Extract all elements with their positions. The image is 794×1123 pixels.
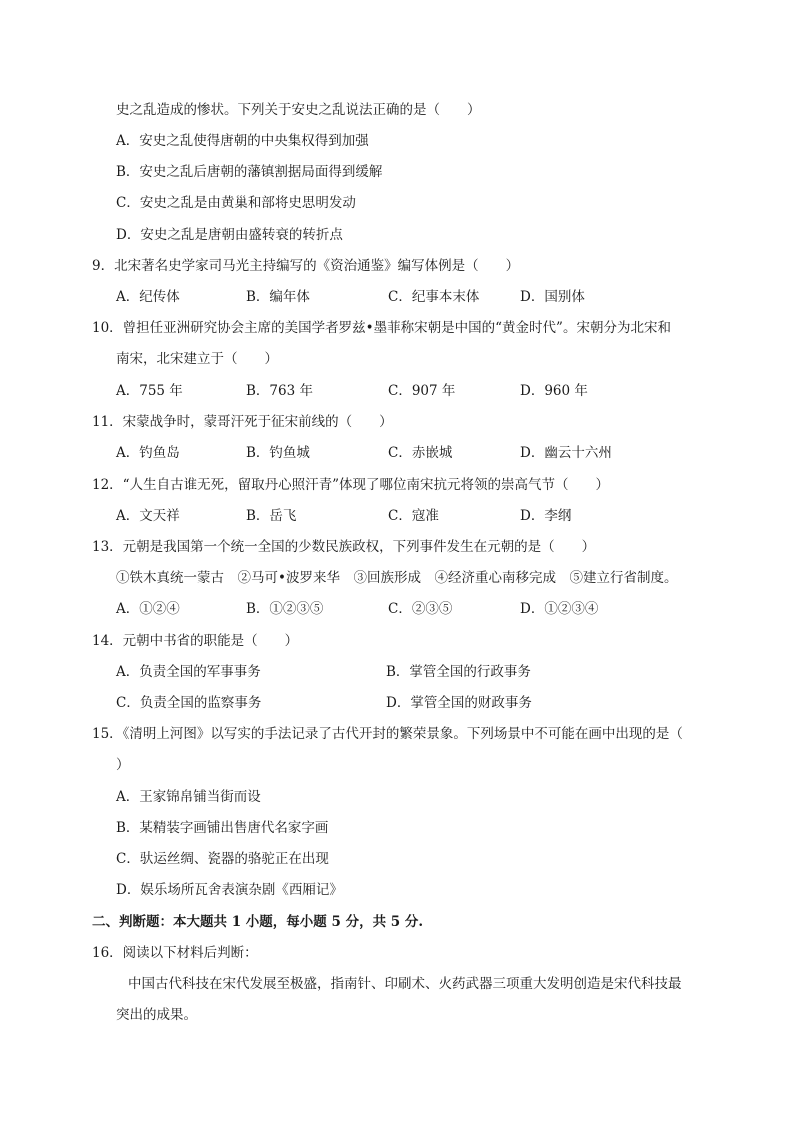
q13-events: ①铁木真统一蒙古 ②马可•波罗来华 ③回族形成 ④经济重心南移完成 ⑤建立行省制度。 xyxy=(116,570,678,586)
q12-option-d: D．李纲 xyxy=(520,508,572,524)
q14-stem: 14．元朝中书省的职能是（ ） xyxy=(92,633,299,649)
q14-options-row1 xyxy=(116,662,716,682)
q14-options-row2 xyxy=(116,693,716,713)
q9-stem: 9．北宋著名史学家司马光主持编写的《资治通鉴》编写体例是（ ） xyxy=(92,258,520,274)
q16-material-line2: 突出的成果。 xyxy=(116,1007,197,1023)
q11-option-d: D．幽云十六州 xyxy=(520,445,612,461)
q9-option-a: A．纪传体 xyxy=(116,289,180,305)
q15-option-d: D．娱乐场所瓦舍表演杂剧《西厢记》 xyxy=(116,882,343,898)
q8-option-d: D．安史之乱是唐朝由盛转衰的转折点 xyxy=(116,227,343,243)
q13-option-b: B．①②③⑤ xyxy=(246,601,324,617)
q10-option-c: C．907 年 xyxy=(388,383,456,399)
q10-stem-cont: 南宋，北宋建立于（ ） xyxy=(116,351,278,367)
q11-stem: 11．宋蒙战争时，蒙哥汗死于征宋前线的（ ） xyxy=(92,414,393,430)
q13-option-d: D．①②③④ xyxy=(520,601,599,617)
q16-material-line1: 中国古代科技在宋代发展至极盛，指南针、印刷术、火药武器三项重大发明创造是宋代科技最 xyxy=(128,976,682,992)
q14-option-b: B．掌管全国的行政事务 xyxy=(386,664,531,680)
q12-option-c: C．寇准 xyxy=(388,508,439,524)
q15-stem: 15．《清明上河图》以写实的手法记录了古代开封的繁荣景象。下列场景中不可能在画中出现的是（ xyxy=(92,726,683,742)
q13-options xyxy=(116,599,716,619)
q8-option-a: A．安史之乱使得唐朝的中央集权得到加强 xyxy=(116,133,369,149)
q8-stem: 史之乱造成的惨状。下列关于安史之乱说法正确的是（ ） xyxy=(116,102,481,118)
q14-option-a: A．负责全国的军事事务 xyxy=(116,664,261,680)
q8-option-b: B．安史之乱后唐朝的藩镇割据局面得到缓解 xyxy=(116,164,383,180)
q10-option-b: B．763 年 xyxy=(246,383,313,399)
q11-option-c: C．赤嵌城 xyxy=(388,445,453,461)
q11-option-b: B．钓鱼城 xyxy=(246,445,310,461)
q9-options xyxy=(116,287,716,307)
q9-option-b: B．编年体 xyxy=(246,289,310,305)
q15-stem-cont: ） xyxy=(116,757,130,773)
q16-stem: 16．阅读以下材料后判断： xyxy=(92,945,258,961)
q15-option-b: B．某精装字画铺出售唐代名家字画 xyxy=(116,820,329,836)
q13-option-a: A．①②④ xyxy=(116,601,180,617)
q8-option-c: C．安史之乱是由黄巢和部将史思明发动 xyxy=(116,195,356,211)
q12-options xyxy=(116,506,716,526)
q10-stem: 10．曾担任亚洲研究协会主席的美国学者罗兹•墨菲称宋朝是中国的“黄金时代”。宋朝分为北宋和 xyxy=(92,320,671,336)
q11-options xyxy=(116,443,716,463)
q9-option-d: D．国别体 xyxy=(520,289,585,305)
q9-option-c: C．纪事本末体 xyxy=(388,289,480,305)
q14-option-d: D．掌管全国的财政事务 xyxy=(386,695,532,711)
q14-option-c: C．负责全国的监察事务 xyxy=(116,695,262,711)
q12-option-b: B．岳飞 xyxy=(246,508,297,524)
q15-option-a: A．王家锦帛铺当街而设 xyxy=(116,789,261,805)
q10-option-d: D．960 年 xyxy=(520,383,588,399)
q15-option-c: C．驮运丝绸、瓷器的骆驼正在出现 xyxy=(116,851,329,867)
q10-options xyxy=(116,381,716,401)
section2-title: 二、判断题：本大题共 1 小题，每小题 5 分，共 5 分. xyxy=(92,914,424,930)
q13-option-c: C．②③⑤ xyxy=(388,601,453,617)
q13-stem: 13．元朝是我国第一个统一全国的少数民族政权，下列事件发生在元朝的是（ ） xyxy=(92,539,596,555)
q12-option-a: A．文天祥 xyxy=(116,508,180,524)
q10-option-a: A．755 年 xyxy=(116,383,183,399)
q11-option-a: A．钓鱼岛 xyxy=(116,445,180,461)
q12-stem: 12．“人生自古谁无死，留取丹心照汗青”体现了哪位南宋抗元将领的崇高气节（ ） xyxy=(92,477,609,493)
